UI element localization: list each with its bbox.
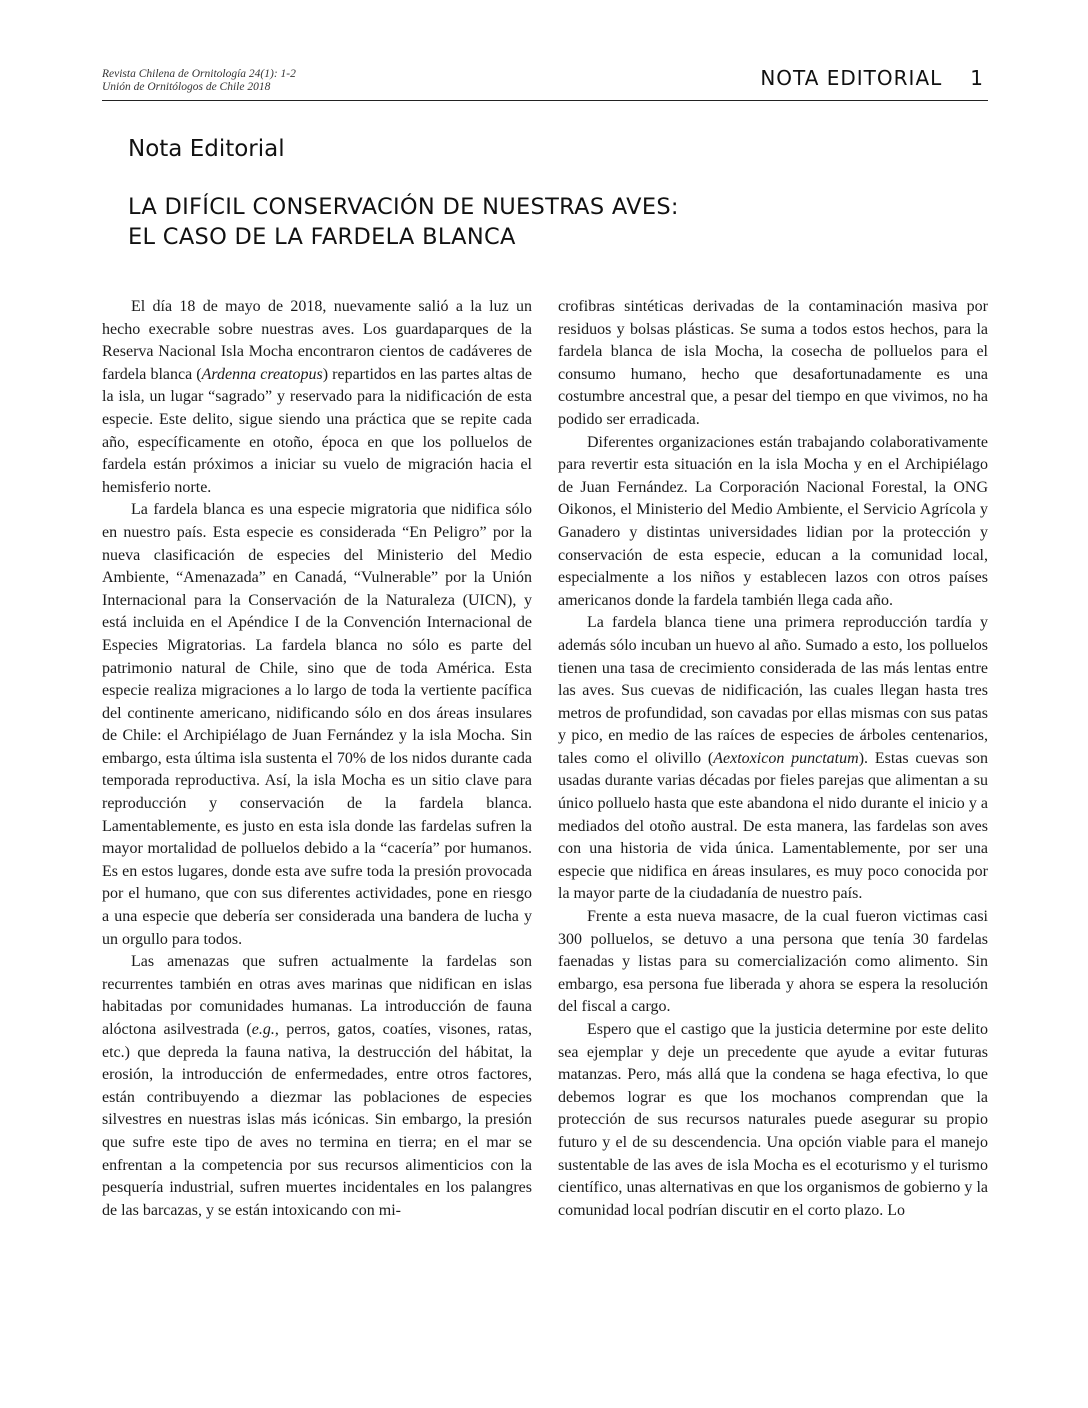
left-column bbox=[102, 296, 532, 1222]
abbreviation: e.g. bbox=[251, 1021, 275, 1038]
article-title bbox=[128, 192, 679, 252]
running-header bbox=[760, 66, 984, 90]
paragraph-text: El día 18 de mayo de 2018, nuevamente salió a la luz un hecho execrable sobre nuestras aves. Los guardaparques de la Reserva Nacional Isla Mocha encontraron cientos de cadáveres de fardela blanca ( bbox=[102, 298, 532, 383]
paragraph-text: La fardela blanca tiene una primera reproducción tardía y además sólo incuban un huevo al año. Sumado a esto, los polluelos tienen una tasa de crecimiento considerada de las más lentas entre las aves. Sus cuevas de nidificación, las cuales llegan hasta tres metros de profundidad, son cavadas por ellas mismas con sus patas y pico, en medio de las raíces de especies de árboles centenarios, tales como el olivillo ( bbox=[558, 614, 988, 767]
paragraph-text: ). Estas cuevas son usadas durante varias décadas por fieles parejas que alimentan a su único polluelo hasta que este abandona el nido durante el inicio y a mediados del otoño austral. De esta manera, las fardelas son aves con una historia de vida única. Lamentablemente, por ser una especie que nidifica en áreas insulares, es muy poco conocida por la mayor parte de la ciudadanía de nuestro país. bbox=[558, 749, 989, 903]
paragraph-continuation: crofibras sintéticas derivadas de la contaminación masiva por residuos y bolsas plásticas. Se suma a todos estos hechos, para la fardela blanca de isla Mocha, la cosecha de polluelos para el consumo humano, hecho que desafortunadamente es una costumbre ancestral que, a pesar del tiempo en que vivimos, no ha podido ser erradicada. bbox=[558, 298, 988, 428]
paragraph-text: , perros, gatos, coatíes, visones, ratas, etc.) que depreda la fauna nativa, la destrucción del hábitat, la erosión, la introducción de enfermedades, entre otros factores, están contribuyendo a diezmar las poblaciones de especies silvestres en nuestras islas más icónicas. Sin embargo, la presión que sufre este tipo de aves no termina en tierra; en el mar se enfrentan a la competencia por sus recursos alimenticios con la pesquería industrial, sufren muertes incidentales en los palangres de las barcazas, y se están intoxicando con mi- bbox=[102, 1021, 532, 1219]
paragraph-text: ) repartidos en las partes altas de la isla, un lugar “sagrado” y reservado para la nidificación de esta especie. Este delito, sigue siendo una práctica que se repite cada año, específicamente en otoño, época en que los polluelos de fardela están próximos a iniciar su vuelo de migración hacia el hemisferio norte. bbox=[102, 365, 532, 496]
paragraph-text: Las amenazas que sufren actualmente la fardelas son recurrentes también en otras aves marinas que nidifican en islas habitadas por comunidades humanas. La introducción de fauna alóctona asilvestrada ( bbox=[102, 953, 532, 1038]
paragraph bbox=[558, 612, 988, 906]
right-column bbox=[558, 296, 988, 1222]
section-label: Nota Editorial bbox=[128, 136, 285, 162]
page-number: 1 bbox=[970, 66, 984, 90]
paragraph bbox=[102, 951, 532, 1222]
paragraph: La fardela blanca es una especie migratoria que nidifica sólo en nuestro país. Esta especie es considerada “En Peligro” por la nueva clasificación de especies del Ministerio del Medio Ambiente, “Amenazada” en Canadá, “Vulnerable” por la Unión Internacional para la Conservación de la Naturaleza (UICN), y está incluida en el Apéndice I de la Convención Internacional de Especies Migratorias. La fardela blanca no sólo es parte del patrimonio natural de Chile, sino que de toda América. Esta especie realiza migraciones a lo largo de toda la vertiente pacífica del continente americano, nidificando sólo en dos áreas insulares de Chile: el Archipiélago de Juan Fernández y la isla Mocha. Sin embargo, esta última isla sustenta el 70% de los nidos durante cada temporada reproductiva. Así, la isla Mocha es un sitio clave para reproducción y conservación de la fardela blanca. Lamentablemente, es justo en esta isla donde las fardelas sufren la mayor mortalidad de polluelos debido a la “cacería” por humanos. Es en estos lugares, donde esta ave sufre toda la presión provocada por el humano, que con sus diferentes actividades, pone en riesgo a una especie que debería ser considerada una bandera de lucha y un orgullo para todos. bbox=[102, 501, 532, 948]
paragraph bbox=[102, 296, 532, 499]
paragraph: Espero que el castigo que la justicia determine por este delito sea ejemplar y deje un precedente que ayude a evitar futuras matanzas. Pero, más allá que la condena se haga efectiva, lo que debemos lograr es que los mochanos comprendan que la protección de sus recursos naturales puede asegurar su propio futuro y el de su descendencia. Una opción viable para el manejo sustentable de las aves de isla Mocha es el ecoturismo y el turismo científico, unas alternativas en que los organismos de gobierno y la comunidad local podrían discutir en el corto plazo. Lo bbox=[558, 1021, 988, 1219]
paragraph: Frente a esta nueva masacre, de la cual fueron victimas casi 300 polluelos, se detuvo a una persona que tenía 30 fardelas faenadas y listas para su comercialización como alimento. Sin embargo, esa persona fue liberada y ahora se espera la resolución del fiscal a cargo. bbox=[558, 908, 988, 1016]
paragraph: Diferentes organizaciones están trabajando colaborativamente para revertir esta situación en la isla Mocha y en el Archipiélago de Juan Fernández. La Corporación Nacional Forestal, la ONG Oikonos, el Ministerio del Medio Ambiente, el Servicio Agrícola y Ganadero y distintas universidades lidian por la protección y conservación de esta especie, educan a la comunidad local, especialmente a los niños y establecen lazos con otros países americanos donde la fardela también llega cada año. bbox=[558, 433, 988, 609]
article-title-line-2: EL CASO DE LA FARDELA BLANCA bbox=[128, 224, 516, 250]
article-title-line-1: LA DIFÍCIL CONSERVACIÓN DE NUESTRAS AVES: bbox=[128, 194, 679, 220]
page-header bbox=[102, 62, 988, 101]
journal-citation-line: Revista Chilena de Ornitología 24(1): 1-2 bbox=[102, 68, 296, 80]
journal-publisher-line: Unión de Ornitólogos de Chile 2018 bbox=[102, 81, 271, 93]
species-name: Aextoxicon punctatum bbox=[713, 749, 859, 767]
journal-citation bbox=[102, 68, 296, 94]
species-name: Ardenna creatopus bbox=[201, 365, 323, 383]
running-title: NOTA EDITORIAL bbox=[760, 66, 943, 90]
